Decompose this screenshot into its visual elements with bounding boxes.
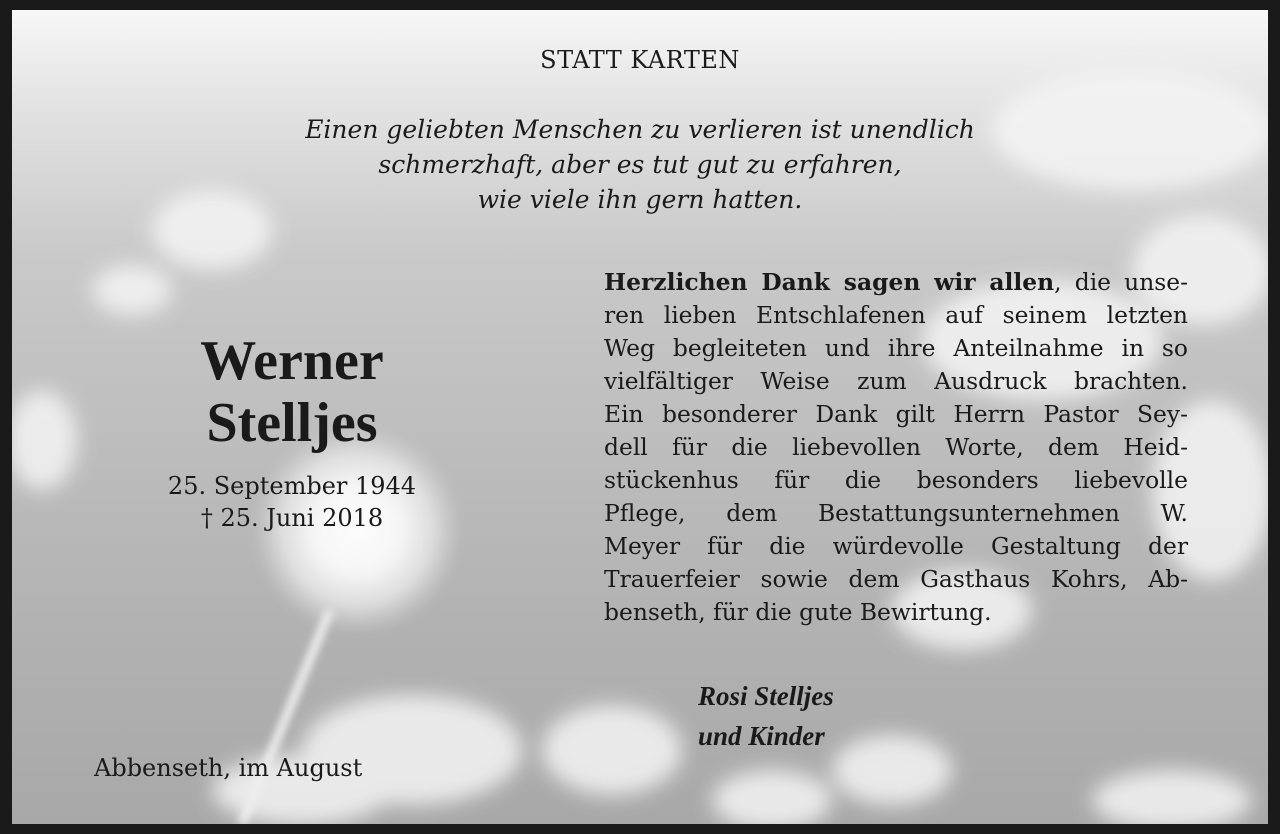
memorial-quote — [12, 112, 1268, 217]
signature-line: Rosi Stelljes — [698, 681, 834, 711]
body-line: Weg begleiteten und ihre Anteilnahme in so — [604, 334, 1188, 362]
body-line: Trauerfeier sowie dem Gasthaus Kohrs, Ab- — [604, 565, 1188, 593]
birth-date: 25. September 1944 — [167, 472, 417, 500]
deceased-name — [92, 330, 492, 454]
body-line: dell für die liebevollen Worte, dem Heid- — [604, 433, 1188, 461]
body-line: stückenhus für die besonders liebevolle — [604, 466, 1188, 494]
first-name: Werner — [200, 330, 384, 392]
body-line: Ein besonderer Dank gilt Herrn Pastor Sey- — [604, 400, 1188, 428]
obituary-card — [12, 10, 1268, 824]
place-and-date: Abbenseth, im August — [94, 754, 363, 782]
body-line-rest: , die unse- — [1054, 268, 1189, 296]
body-line: ren lieben Entschlafenen auf seinem letzten — [604, 301, 1188, 329]
body-line: Meyer für die würdevolle Gestaltung der — [604, 532, 1188, 560]
body-line: Pflege, dem Bestattungsunternehmen W. — [604, 499, 1188, 527]
quote-line: schmerzhaft, aber es tut gut zu erfahren, — [378, 150, 902, 179]
life-dates — [92, 470, 492, 534]
thanks-text — [604, 266, 1188, 629]
signature-line: und Kinder — [698, 721, 825, 751]
body-line — [604, 266, 1188, 299]
body-line: vielfältiger Weise zum Ausdruck brachten. — [604, 367, 1188, 395]
quote-line: wie viele ihn gern hatten. — [477, 185, 803, 214]
header-statt-karten: STATT KARTEN — [540, 46, 740, 74]
last-name: Stelljes — [206, 392, 378, 454]
quote-line: Einen geliebten Menschen zu verlieren ist unendlich — [305, 115, 975, 144]
thanks-heading: Herzlichen Dank sagen wir allen — [604, 268, 1055, 296]
death-date: † 25. Juni 2018 — [200, 504, 384, 532]
body-line: benseth, für die gute Bewirtung. — [604, 598, 992, 626]
signature — [698, 676, 834, 756]
